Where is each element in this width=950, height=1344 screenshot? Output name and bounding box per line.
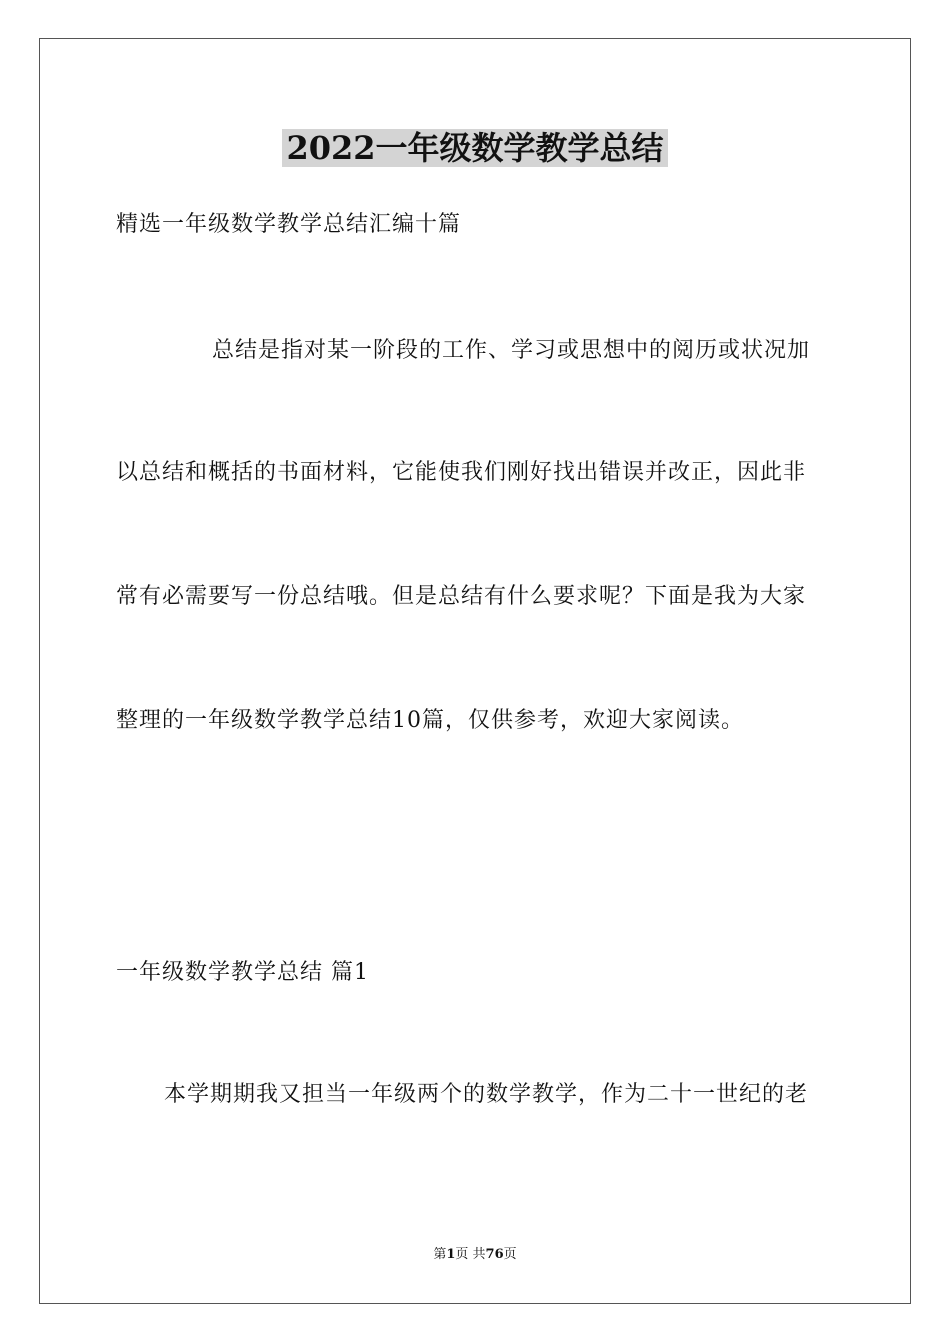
intro-line-1: 总结是指对某一阶段的工作、学习或思想中的阅历或状况加 — [212, 338, 811, 363]
intro-line-4: 整理的一年级数学教学总结10篇，仅供参考，欢迎大家阅读。 — [116, 708, 744, 733]
footer-page-mid: 页 共 — [455, 1247, 486, 1262]
document-title — [0, 126, 950, 170]
intro-line-3: 常有必需要写一份总结哦。但是总结有什么要求呢？下面是我为大家 — [116, 584, 807, 609]
title-text: 2022一年级数学教学总结 — [282, 129, 667, 167]
section-heading: 一年级数学教学总结 篇1 — [116, 960, 369, 985]
intro-line-2: 以总结和概括的书面材料，它能使我们刚好找出错误并改正，因此非 — [116, 460, 807, 485]
section-paragraph-line-1: 本学期期我又担当一年级两个的数学教学，作为二十一世纪的老 — [164, 1082, 809, 1107]
footer-page-suffix: 页 — [503, 1247, 517, 1262]
footer-page-prefix: 第 — [433, 1247, 447, 1262]
document-subtitle: 精选一年级数学教学总结汇编十篇 — [116, 212, 462, 237]
footer-page-current: 1 — [446, 1247, 456, 1262]
page-footer — [0, 1246, 950, 1264]
footer-page-total: 76 — [485, 1247, 504, 1262]
